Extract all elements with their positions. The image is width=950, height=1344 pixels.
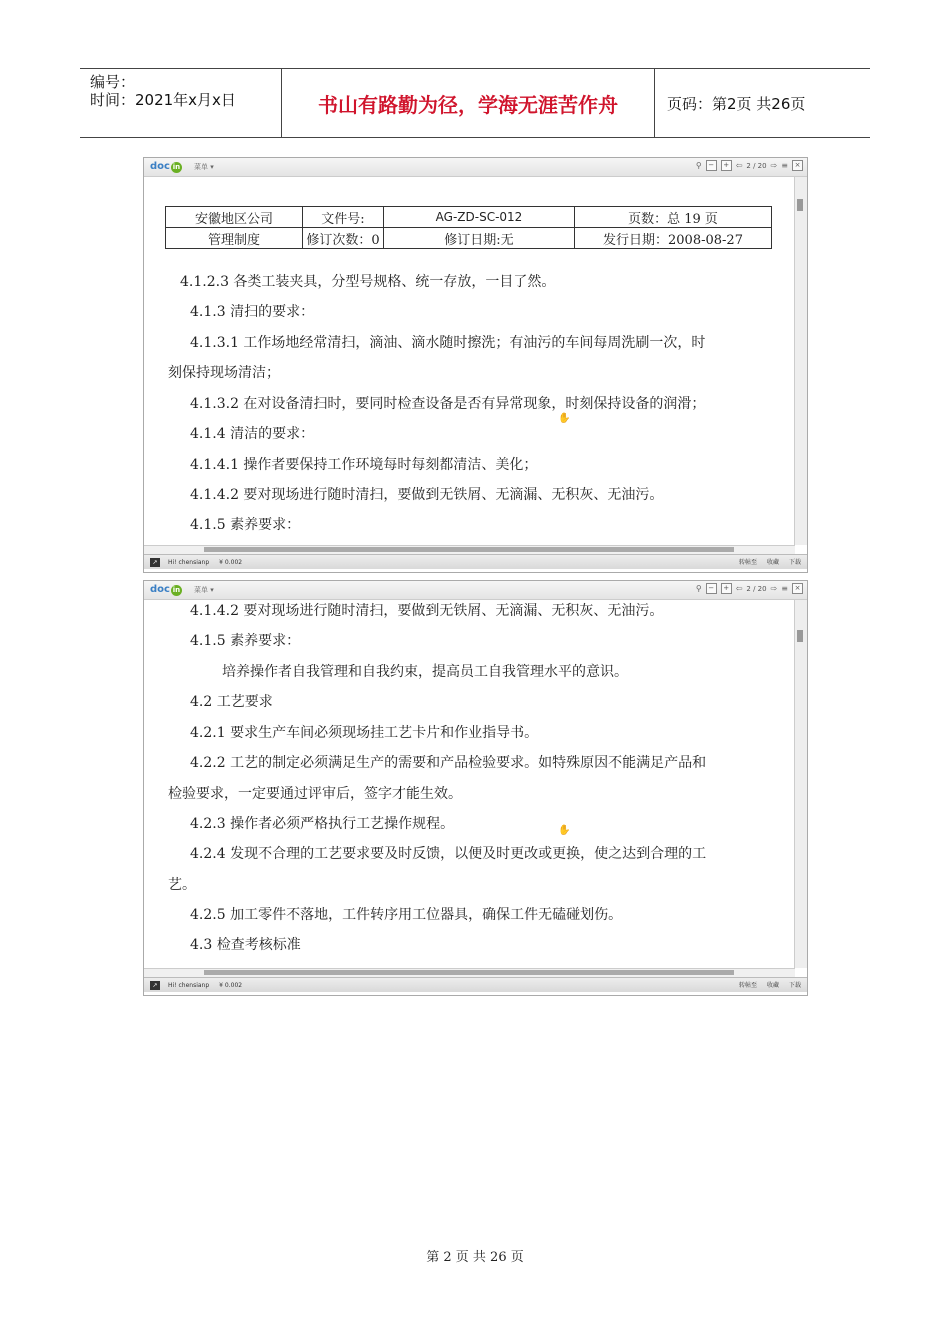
download-button[interactable]: 下载 [788,559,801,566]
download-button[interactable]: 下载 [788,982,801,989]
user-greeting: Hi! chensianp [168,558,210,566]
page-indicator: 2 / 20 [746,584,767,593]
zoom-out-button[interactable]: − [706,583,717,594]
text-line: 检验要求，一定要通过评审后，签字才能生效。 [168,786,462,802]
text-line: 4.2.2 工艺的制定必须满足生产的需要和产品检验要求。如特殊原因不能满足产品和 [190,755,707,771]
text-line: 4.1.3.2 在对设备清扫时，要同时检查设备是否有异常现象，时刻保持设备的润滑； [190,396,706,412]
share-button[interactable]: 转帖至 [738,559,757,566]
prev-page-icon[interactable]: ⇦ [735,584,743,593]
favorite-button[interactable]: 收藏 [766,559,779,566]
scroll-thumb[interactable] [204,970,734,975]
horizontal-scrollbar[interactable] [144,968,795,977]
text-line: 4.2 工艺要求 [190,694,273,710]
viewer-bottom-bar [144,554,807,569]
header-motto: 书山有路勤为径，学海无涯苦作舟 [282,69,655,137]
text-line: 刻保持现场清洁； [168,365,280,381]
viewer-toolbar [144,581,807,600]
text-line: 4.2.4 发现不合理的工艺要求要及时反馈，以便及时更改或更换，使之达到合理的工 [190,846,707,862]
viewer-tools [696,160,803,171]
docin-logo[interactable]: doc in [150,161,181,172]
meta-revision-count: 修订次数：0 [303,228,384,249]
meta-issue-date: 发行日期：2008-08-27 [575,228,772,249]
meta-file-no: AG-ZD-SC-012 [384,207,575,228]
text-line: 4.2.1 要求生产车间必须现场挂工艺卡片和作业指导书。 [190,725,539,741]
header-time-label: 时间：2021年x月x日 [90,91,236,109]
text-line: 4.1.5 素养要求： [190,517,301,533]
text-line: 4.1.4.2 要对现场进行随时清扫，要做到无铁屑、无滴漏、无积灰、无油污。 [190,487,664,503]
menu-button[interactable]: 菜单 ▾ [193,586,214,594]
list-icon[interactable]: ≡ [781,584,788,593]
scroll-thumb[interactable] [797,199,803,211]
zoom-in-button[interactable]: + [721,583,732,594]
next-page-icon[interactable]: ⇨ [770,584,778,593]
text-line: 4.1.5 素养要求： [190,633,301,649]
text-line: 4.1.4 清洁的要求： [190,426,315,442]
next-page-icon[interactable]: ⇨ [770,161,778,170]
docin-logo[interactable]: doc in [150,584,181,595]
viewer-content [144,600,793,968]
search-icon[interactable]: ⚲ [695,584,702,593]
header-page-info: 页码：第2页 共26页 [667,94,806,113]
meta-pages: 页数：总 19 页 [575,207,772,228]
text-line: 艺。 [168,877,196,893]
meta-table [165,206,772,249]
favorite-button[interactable]: 收藏 [766,982,779,989]
text-line: 4.1.4.2 要对现场进行随时清扫，要做到无铁屑、无滴漏、无积灰、无油污。 [190,603,664,619]
meta-file-no-label: 文件号: [303,207,384,228]
expand-icon[interactable]: ↗ [150,981,160,990]
share-button[interactable]: 转帖至 [738,982,757,989]
text-line: 4.1.2.3 各类工装夹具，分型号规格、统一存放，一目了然。 [180,274,556,290]
zoom-in-button[interactable]: + [721,160,732,171]
viewer-content [144,177,793,545]
scroll-thumb[interactable] [204,547,734,552]
vertical-scrollbar[interactable] [794,177,807,545]
viewer-toolbar [144,158,807,177]
page-footer: 第 2 页 共 26 页 [426,1250,524,1265]
text-line: 4.1.3.1 工作场地经常清扫，滴油、滴水随时擦洗；有油污的车间每周洗刷一次，时 [190,335,706,351]
horizontal-scrollbar[interactable] [144,545,795,554]
balance: ¥ 0.002 [219,558,243,566]
user-greeting: Hi! chensianp [168,981,210,989]
zoom-out-button[interactable]: − [706,160,717,171]
vertical-scrollbar[interactable] [794,600,807,968]
header-meta-cell [80,69,282,137]
expand-icon[interactable]: ↗ [150,558,160,567]
text-line: 4.1.3 清扫的要求： [190,304,315,320]
doc-viewer-2 [143,580,808,996]
document-header [80,68,870,138]
hand-cursor-icon: ✋ [558,825,571,836]
page-indicator: 2 / 20 [746,161,767,170]
hand-cursor-icon: ✋ [558,413,571,424]
doc-viewer-1 [143,157,808,573]
balance: ¥ 0.002 [219,981,243,989]
viewer-bottom-bar [144,977,807,992]
text-line: 4.2.5 加工零件不落地，工件转序用工位器具，确保工件无磕碰划伤。 [190,907,623,923]
scroll-thumb[interactable] [797,630,803,642]
text-line: 4.1.4.1 操作者要保持工作环境每时每刻都清洁、美化； [190,457,538,473]
text-line: 培养操作者自我管理和自我约束，提高员工自我管理水平的意识。 [222,664,628,680]
list-icon[interactable]: ≡ [781,161,788,170]
text-line: 4.3 检查考核标准 [190,937,301,953]
meta-revision-date: 修订日期:无 [384,228,575,249]
close-icon[interactable]: × [792,160,803,171]
close-icon[interactable]: × [792,583,803,594]
meta-company: 安徽地区公司 [166,207,303,228]
viewer-tools [696,583,803,594]
header-number-label: 编号： [90,73,136,91]
meta-category: 管理制度 [166,228,303,249]
search-icon[interactable]: ⚲ [695,161,702,170]
prev-page-icon[interactable]: ⇦ [735,161,743,170]
text-line: 4.2.3 操作者必须严格执行工艺操作规程。 [190,816,455,832]
menu-button[interactable]: 菜单 ▾ [193,163,214,171]
